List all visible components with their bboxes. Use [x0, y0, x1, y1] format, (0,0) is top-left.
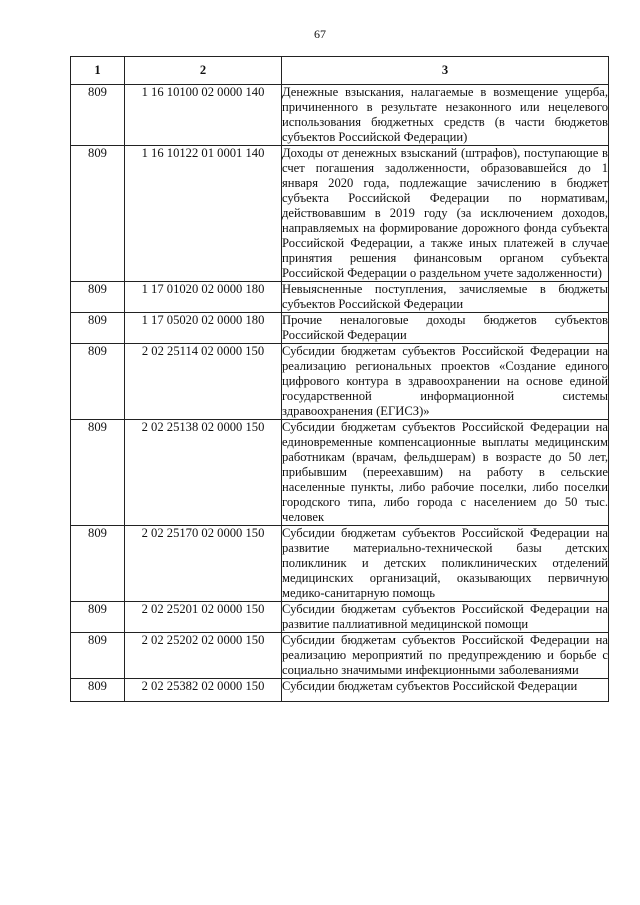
description-cell: Субсидии бюджетам субъектов Российской Федерации — [282, 679, 609, 702]
description-cell: Субсидии бюджетам субъектов Российской Федерации на развитие паллиативной медицинской помощи — [282, 602, 608, 631]
admin-code-cell: 809 — [71, 313, 125, 344]
revenue-codes-table — [70, 56, 609, 702]
budget-code-cell: 1 17 01020 02 0000 180 — [125, 282, 282, 313]
table-row — [71, 85, 609, 146]
budget-code-cell: 1 16 10122 01 0001 140 — [125, 146, 282, 282]
table-row — [71, 602, 609, 633]
admin-code-cell: 809 — [71, 420, 125, 526]
description-cell: Денежные взыскания, налагаемые в возмещение ущерба, причиненного в результате незаконного или нецелевого использования бюджетных средств (в части бюджетов субъектов Российской Федерации) — [282, 85, 608, 144]
budget-code-cell: 2 02 25202 02 0000 150 — [125, 633, 282, 679]
description-cell: Доходы от денежных взысканий (штрафов), поступающие в счет погашения задолженности, образовавшейся до 1 января 2020 года, подлежащие зачислению в бюджет субъекта Российской Федерации по нормативам, действовавшим в 2019 году (за исключением доходов, направляемых на формирование дорожного фонда субъекта Российской Федерации, а также иных платежей в случае принятия решения финансовым органом субъекта Российской Федерации о раздельном учете задолженности) — [282, 146, 608, 280]
admin-code-cell: 809 — [71, 282, 125, 313]
budget-code-cell: 2 02 25201 02 0000 150 — [125, 602, 282, 633]
admin-code-cell: 809 — [71, 602, 125, 633]
budget-code-cell: 2 02 25170 02 0000 150 — [125, 526, 282, 602]
table-row — [71, 282, 609, 313]
table-row — [71, 146, 609, 282]
table-row — [71, 679, 609, 702]
table-row — [71, 633, 609, 679]
admin-code-cell: 809 — [71, 633, 125, 679]
admin-code-cell: 809 — [71, 344, 125, 420]
budget-code-cell: 2 02 25114 02 0000 150 — [125, 344, 282, 420]
column-header-3: 3 — [282, 57, 609, 85]
column-header-2: 2 — [125, 57, 282, 85]
description-cell: Субсидии бюджетам субъектов Российской Федерации на развитие материально-технической базы детских поликлиник и детских поликлинических отделений медицинских организаций, оказывающих первичную медико-санитарную помощь — [282, 526, 608, 600]
description-cell: Невыясненные поступления, зачисляемые в бюджеты субъектов Российской Федерации — [282, 282, 608, 311]
description-cell: Прочие неналоговые доходы бюджетов субъектов Российской Федерации — [282, 313, 608, 342]
admin-code-cell: 809 — [71, 146, 125, 282]
page-number: 67 — [314, 27, 326, 41]
table-header-row — [71, 57, 609, 85]
column-header-1: 1 — [71, 57, 125, 85]
description-cell: Субсидии бюджетам субъектов Российской Федерации на реализацию региональных проектов «Создание единого цифрового контура в здравоохранении на основе единой государственной информационной системы здравоохранения (ЕГИСЗ)» — [282, 344, 608, 418]
budget-code-cell: 1 17 05020 02 0000 180 — [125, 313, 282, 344]
table-row — [71, 420, 609, 526]
admin-code-cell: 809 — [71, 85, 125, 146]
admin-code-cell: 809 — [71, 526, 125, 602]
table-row — [71, 344, 609, 420]
description-cell: Субсидии бюджетам субъектов Российской Федерации на реализацию мероприятий по предупреждению и борьбе с социально значимыми инфекционными заболеваниями — [282, 633, 608, 677]
table-row — [71, 313, 609, 344]
description-cell: Субсидии бюджетам субъектов Российской Федерации на единовременные компенсационные выплаты медицинским работникам (врачам, фельдшерам) в возрасте до 50 лет, прибывшим (переехавшим) на работу в сельские населенные пункты, либо рабочие поселки, либо поселки городского типа, либо города с населением до 50 тыс. человек — [282, 420, 608, 524]
table-row — [71, 526, 609, 602]
budget-code-cell: 2 02 25382 02 0000 150 — [125, 679, 282, 702]
admin-code-cell: 809 — [71, 679, 125, 702]
budget-code-cell: 2 02 25138 02 0000 150 — [125, 420, 282, 526]
budget-code-cell: 1 16 10100 02 0000 140 — [125, 85, 282, 146]
